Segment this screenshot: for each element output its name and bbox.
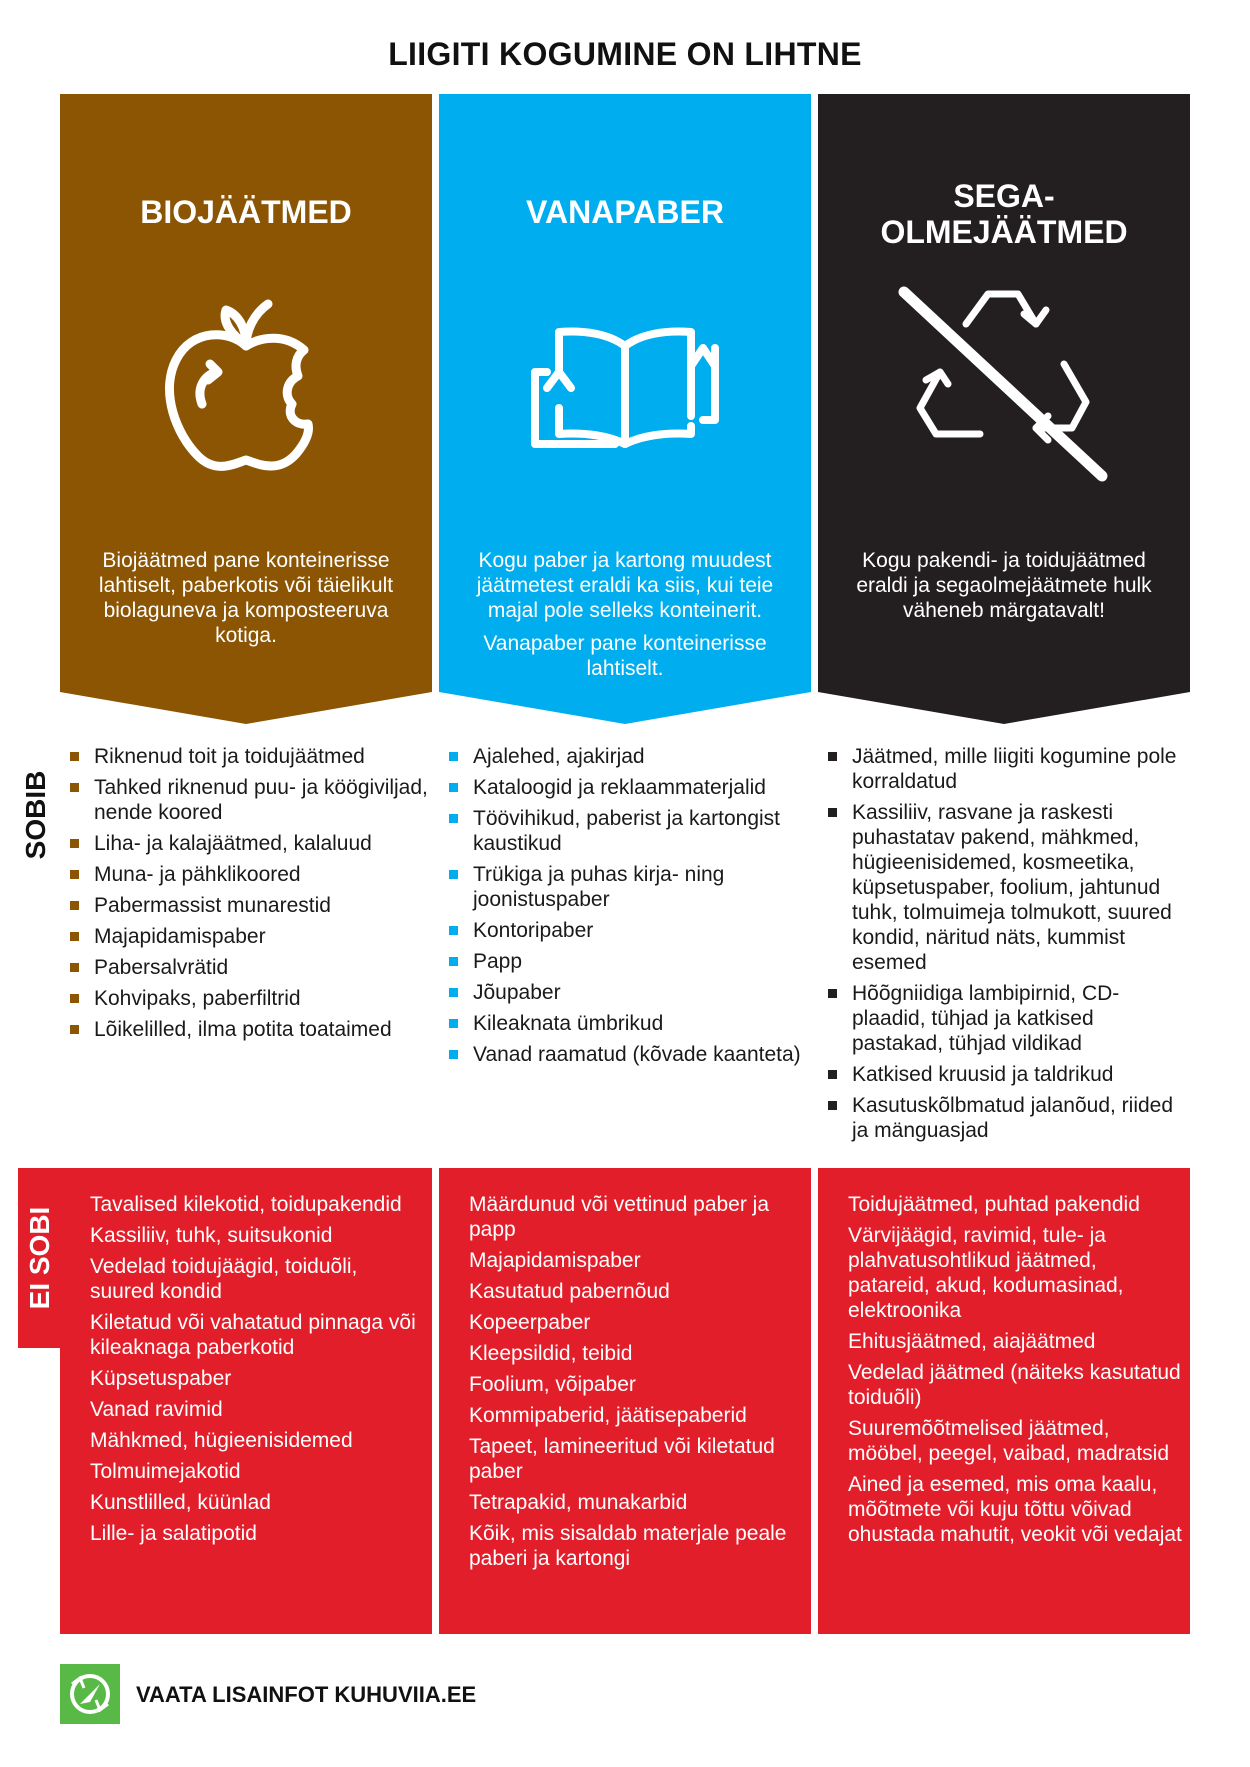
- list-item-text: Kohvipaks, paberfiltrid: [94, 987, 301, 1010]
- list-item: [822, 981, 1188, 1056]
- bullet-icon: [70, 901, 79, 910]
- list-item: Lille- ja salatipotid: [90, 1522, 257, 1545]
- column-description: [80, 548, 412, 656]
- bullet-icon: [70, 752, 79, 761]
- no-recycle-icon: [896, 284, 1112, 484]
- ei-sobi-column-mixed: [818, 1168, 1190, 1634]
- bullet-icon: [70, 994, 79, 1003]
- kuhuviia-logo-icon: [60, 1664, 120, 1724]
- bullet-icon: [449, 870, 458, 879]
- list-item: Kiletatud või vahatatud pinnaga või kileaknaga paberkotid: [90, 1311, 416, 1359]
- list-item-text: Riknenud toit ja toidujäätmed: [94, 745, 365, 768]
- list-item: [64, 1017, 434, 1042]
- list-item-text: Jäätmed, mille liigiti kogumine pole korraldatud: [852, 745, 1177, 793]
- list-item: Ained ja esemed, mis oma kaalu, mõõtmete või kuju tõttu võivad ohustada mahutit, veokit või vedajat: [848, 1473, 1182, 1546]
- bullet-icon: [828, 1101, 837, 1110]
- bullet-icon: [70, 870, 79, 879]
- column-title: BIOJÄÄTMED: [140, 194, 352, 230]
- bullet-icon: [828, 1070, 837, 1079]
- bullet-icon: [449, 783, 458, 792]
- description-text: Biojäätmed pane konteinerisse lahtiselt, paberkotis või täielikult biolaguneva ja komposteeruva kotiga.: [98, 549, 394, 647]
- list-item: Majapidamispaber: [469, 1249, 641, 1272]
- list-item: Kasutatud pabernõud: [469, 1280, 670, 1303]
- bullet-icon: [449, 814, 458, 823]
- list-item: Kopeerpaber: [469, 1311, 591, 1334]
- list-item-text: Majapidamispaber: [94, 925, 266, 948]
- bullet-icon: [70, 1025, 79, 1034]
- ei-sobi-list-mixed: [848, 1192, 1184, 1553]
- list-item: Kassiliiv, tuhk, suitsukonid: [90, 1224, 333, 1247]
- list-item: Vedelad jäätmed (näiteks kasutatud toiduõli): [848, 1361, 1181, 1409]
- list-item: [443, 775, 813, 800]
- list-item-text: Katkised kruusid ja taldrikud: [852, 1063, 1114, 1086]
- column-title: SEGA- OLMEJÄÄTMED: [880, 178, 1128, 250]
- list-item: Vedelad toidujäägid, toiduõli, suured kondid: [90, 1255, 358, 1303]
- list-item-text: Lõikelilled, ilma potita toataimed: [94, 1018, 392, 1041]
- list-item-text: Liha- ja kalajäätmed, kalaluud: [94, 832, 372, 855]
- ei-sobi-column-bio: [60, 1168, 432, 1634]
- book-icon: [525, 284, 725, 484]
- bullet-icon: [828, 752, 837, 761]
- list-item: [822, 800, 1188, 975]
- list-item-text: Hõõgniidiga lambipirnid, CD-plaadid, tühjad ja katkised pastakad, tühjad vildikad: [852, 982, 1120, 1055]
- list-item: Tolmuimejakotid: [90, 1460, 241, 1483]
- ei-sobi-list-bio: [90, 1192, 420, 1552]
- list-item-text: Pabersalvrätid: [94, 956, 229, 979]
- column-title: VANAPABER: [526, 194, 724, 230]
- list-item: [64, 893, 434, 918]
- banner-biojaatmed: [60, 94, 432, 724]
- list-item: Mähkmed, hügieenisidemed: [90, 1429, 353, 1452]
- page-title: LIIGITI KOGUMINE ON LIHTNE: [388, 36, 862, 72]
- list-item: [64, 862, 434, 887]
- list-item: [64, 924, 434, 949]
- list-item-text: Töövihikud, paberist ja kartongist kaustikud: [473, 807, 780, 855]
- list-item-text: Kasutuskõlbmatud jalanõud, riided ja mänguasjad: [852, 1094, 1174, 1142]
- list-item: [443, 806, 813, 856]
- list-item-text: Muna- ja pähklikoored: [94, 863, 301, 886]
- list-item: [443, 980, 813, 1005]
- list-item: Kõik, mis sisaldab materjale peale paberi ja kartongi: [469, 1522, 787, 1570]
- list-item: [443, 1011, 813, 1036]
- sobib-list-mixed: [822, 744, 1188, 1149]
- list-item: Küpsetuspaber: [90, 1367, 232, 1390]
- list-item: [822, 1062, 1188, 1087]
- bullet-icon: [449, 752, 458, 761]
- list-item: [443, 744, 813, 769]
- bullet-icon: [449, 988, 458, 997]
- list-item-text: Vanad raamatud (kõvade kaanteta): [473, 1043, 801, 1066]
- bullet-icon: [828, 989, 837, 998]
- list-item-text: Kassiliiv, rasvane ja raskesti puhastatav pakend, mähkmed, hügieenisidemed, kosmeetika, küpsetuspaber, foolium, jahtunud tuhk, tolmuimeja tolmukott, suured kondid, näritud näts, kummist esemed: [852, 801, 1172, 974]
- banner-vanapaber: [439, 94, 811, 724]
- list-item-text: Kileaknata ümbrikud: [473, 1012, 664, 1035]
- sobib-list-bio: [64, 744, 434, 1048]
- sobib-label: [18, 740, 54, 890]
- bullet-icon: [449, 926, 458, 935]
- list-item: [64, 744, 434, 769]
- ei-sobi-column-paper: [439, 1168, 811, 1634]
- list-item: Suuremõõtmelised jäätmed, mööbel, peegel, vaibad, madratsid: [848, 1417, 1170, 1465]
- bullet-icon: [70, 783, 79, 792]
- list-item: [64, 775, 434, 825]
- column-description: [838, 548, 1170, 631]
- list-item: [443, 1042, 813, 1067]
- ei-sobi-list-paper: [469, 1192, 799, 1577]
- column-description: [459, 548, 791, 689]
- list-item: Foolium, võipaber: [469, 1373, 636, 1396]
- list-item: [64, 955, 434, 980]
- apple-icon: [146, 284, 346, 484]
- list-item: Tetrapakid, munakarbid: [469, 1491, 688, 1514]
- list-item: [443, 918, 813, 943]
- list-item: Tavalised kilekotid, toidupakendid: [90, 1193, 402, 1216]
- list-item: Kleepsildid, teibid: [469, 1342, 633, 1365]
- list-item: [64, 986, 434, 1011]
- list-item: Määrdunud või vettinud paber ja papp: [469, 1193, 770, 1241]
- list-item-text: Ajalehed, ajakirjad: [473, 745, 645, 768]
- list-item: Värvijäägid, ravimid, tule- ja plahvatusohtlikud jäätmed, patareid, akud, kodumasinad, elektroonika: [848, 1224, 1124, 1322]
- list-item-text: Kataloogid ja reklaammaterjalid: [473, 776, 766, 799]
- list-item: [443, 949, 813, 974]
- bullet-icon: [70, 839, 79, 848]
- sobib-list-paper: [443, 744, 813, 1073]
- list-item-text: Tahked riknenud puu- ja köögiviljad, nende koored: [94, 776, 428, 824]
- list-item-text: Papp: [473, 950, 523, 973]
- description-text: Kogu pakendi- ja toidujäätmed eraldi ja segaolmejäätmete hulk väheneb märgatavalt!: [856, 549, 1152, 622]
- ei-sobi-label-text: EI SOBI: [24, 1206, 55, 1310]
- bullet-icon: [449, 1019, 458, 1028]
- description-text: Kogu paber ja kartong muudest jäätmetest eraldi ka siis, kui teie majal pole selleks konteinerit.: [476, 549, 774, 622]
- list-item: Toidujäätmed, puhtad pakendid: [848, 1193, 1140, 1216]
- list-item: [822, 744, 1188, 794]
- description-text: Vanapaber pane konteinerisse lahtiselt.: [483, 632, 767, 680]
- ei-sobi-label: [18, 1168, 62, 1348]
- bullet-icon: [449, 1050, 458, 1059]
- bullet-icon: [70, 963, 79, 972]
- list-item-text: Trükiga ja puhas kirja- ning joonistuspaber: [473, 863, 725, 911]
- list-item: [64, 831, 434, 856]
- list-item: [443, 862, 813, 912]
- bullet-icon: [449, 957, 458, 966]
- list-item: [822, 1093, 1188, 1143]
- list-item: Ehitusjäätmed, aiajäätmed: [848, 1330, 1096, 1353]
- list-item-text: Kontoripaber: [473, 919, 594, 942]
- list-item-text: Jõupaber: [473, 981, 561, 1004]
- banner-segaolmejaatmed: [818, 94, 1190, 724]
- list-item-text: Pabermassist munarestid: [94, 894, 331, 917]
- list-item: Kunstlilled, küünlad: [90, 1491, 271, 1514]
- list-item: Tapeet, lamineeritud või kiletatud paber: [469, 1435, 775, 1483]
- list-item: Kommipaberid, jäätisepaberid: [469, 1404, 747, 1427]
- bullet-icon: [70, 932, 79, 941]
- bullet-icon: [828, 808, 837, 817]
- sobib-label-text: SOBIB: [20, 770, 51, 860]
- list-item: Vanad ravimid: [90, 1398, 223, 1421]
- footer-link-text[interactable]: VAATA LISAINFOT KUHUVIIA.EE: [136, 1682, 477, 1707]
